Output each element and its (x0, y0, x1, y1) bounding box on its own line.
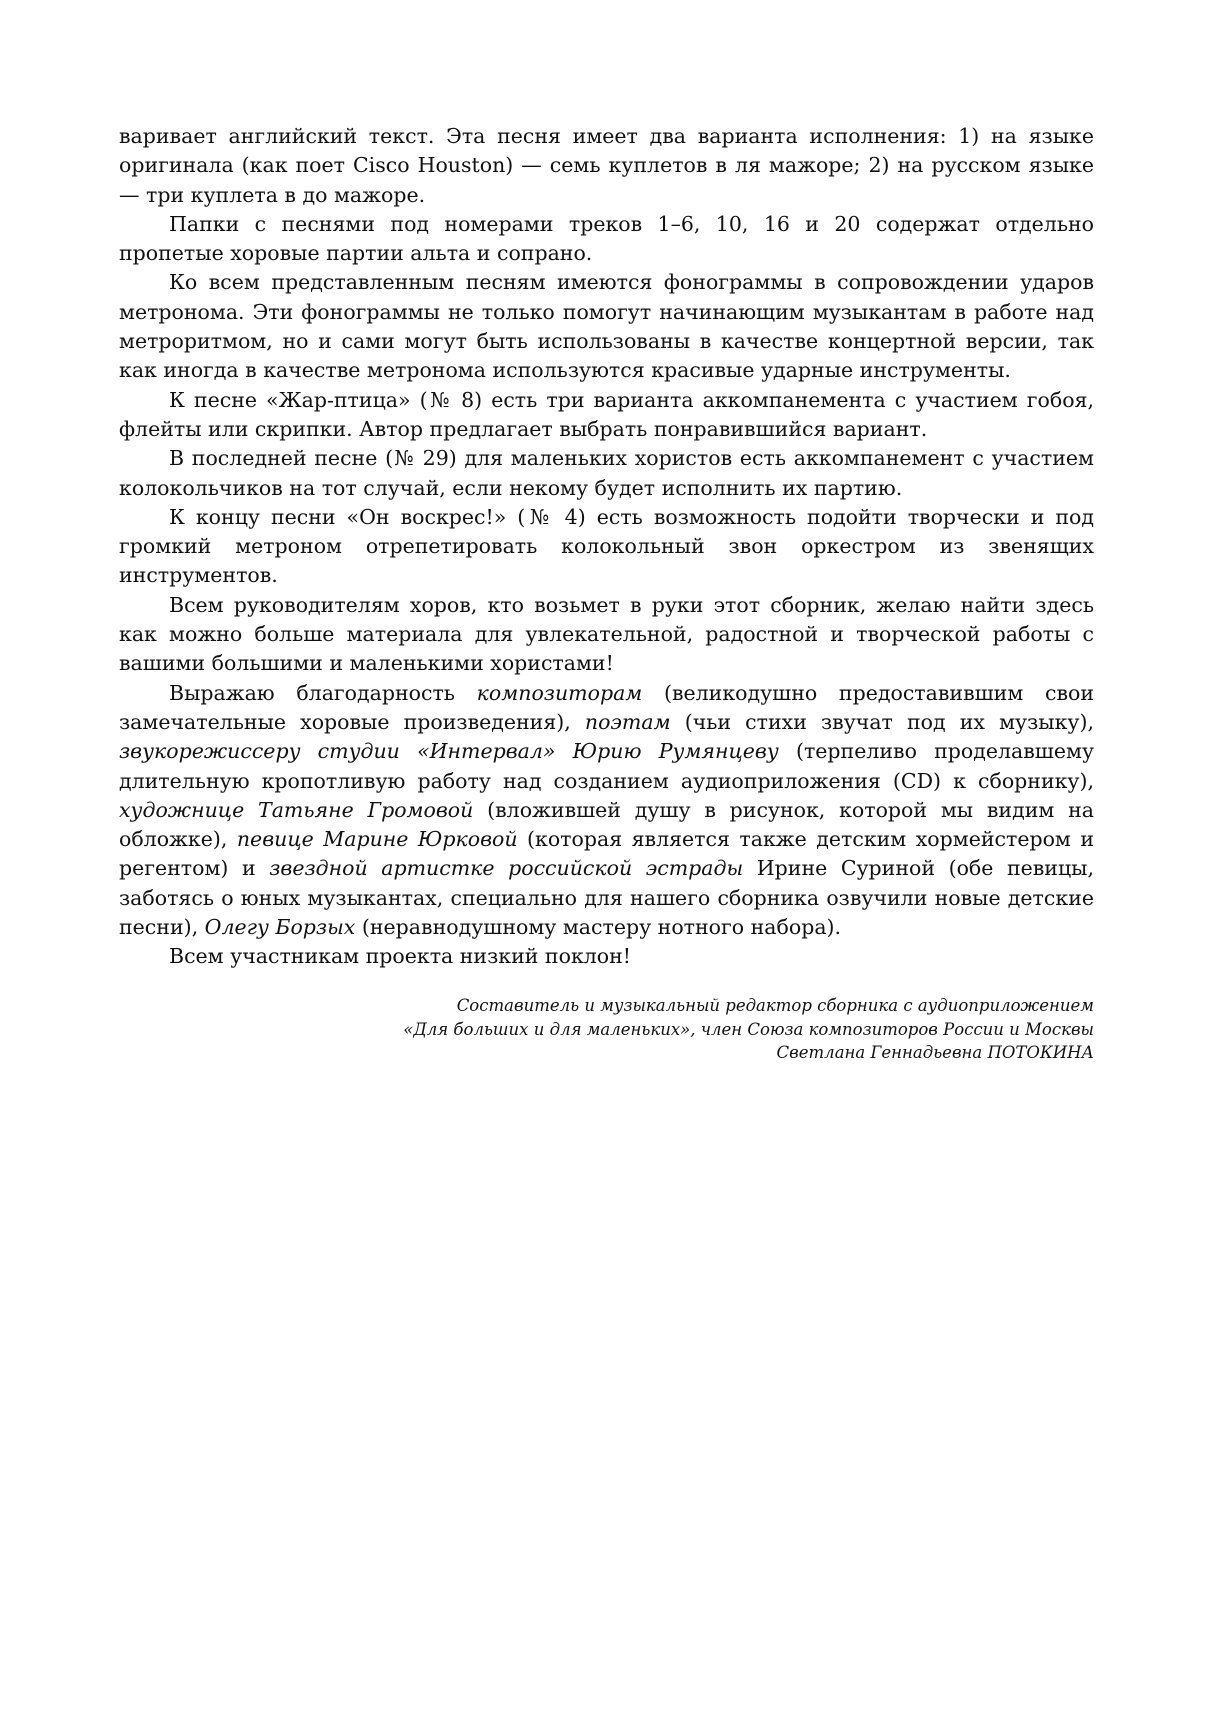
paragraph-choir-parts: Папки с песнями под номерами треков 1–6, 10, 16 и 20 содержат отдельно пропетые хоровые партии альта и сопрано. (119, 211, 1094, 266)
ack-emphasis: звукорежиссеру студии «Интервал» Юрию Румянцеву (119, 739, 779, 764)
paragraph-bow: Всем участникам проекта низкий поклон! (169, 944, 632, 969)
ack-text: (великодушно предоставившим свои замечательные хоровые произведения), (119, 680, 1094, 734)
paragraph-language-variants: варивает английский текст. Эта песня имеет два варианта исполнения: 1) на языке оригинала (как поет Cisco Houston) — семь куплетов в ля мажоре; 2) на русском языке — три куплета в до мажоре. (119, 124, 1094, 207)
signature-role: Составитель и музыкальный редактор сборника с аудиоприложением (456, 996, 1094, 1015)
ack-emphasis: композиторам (476, 680, 643, 705)
ack-emphasis: художнице Татьяне Громовой (119, 797, 474, 822)
ack-text: (неравнодушному мастеру нотного набора). (355, 915, 842, 940)
paragraph-acknowledgements (119, 679, 1094, 943)
ack-text: (терпеливо проделавшему длительную кропотливую работу над созданием аудиоприложения (CD) к сборнику), (119, 739, 1095, 793)
signature-block (300, 994, 1094, 1065)
ack-emphasis: звездной артистке российской эстрады (269, 856, 744, 881)
ack-text: Ирине Суриной (обе певицы, заботясь о юных музыкантах, специально для нашего сборника озвучили новые детские песни), (119, 856, 1094, 940)
paragraph-firebird: К песне «Жар-птица» (№ 8) есть три варианта аккомпанемента с участием гобоя, флейты или скрипки. Автор предлагает выбрать понравившийся вариант. (119, 387, 1094, 441)
ack-text: (чьи стихи звучат под их музыку), (670, 709, 1094, 734)
paragraph-he-is-risen: К концу песни «Он воскрес!» (№ 4) есть возможность подойти творчески и под громкий метроном отрепетировать колокольный звон оркестром из звенящих инструментов. (119, 504, 1094, 588)
paragraph-last-song: В последней песне (№ 29) для маленьких хористов есть аккомпанемент с участием колокольчиков на тот случай, если некому будет исполнить их партию. (119, 446, 1094, 500)
ack-emphasis: певице Марине Юрковой (236, 827, 518, 852)
ack-text: (которая является также детским хормейстером и регентом) и (119, 827, 1095, 881)
signature-author-name: Светлана Геннадьевна ПОТОКИНА (776, 1043, 1094, 1062)
ack-text: Выражаю благодарность (169, 680, 477, 705)
ack-text: (вложившей душу в рисунок, которой мы видим на обложке), (119, 797, 1094, 852)
paragraph-metronome: Ко всем представленным песням имеются фонограммы в сопровождении ударов метронома. Эти фонограммы не только помогут начинающим музыкантам в работе над метроритмом, но и сами могут быть использованы в качестве концертной версии, так как иногда в качестве метронома используются красивые ударные инструменты. (119, 270, 1094, 383)
ack-emphasis: Олегу Борзых (204, 915, 356, 940)
paragraph-wishes: Всем руководителям хоров, кто возьмет в руки этот сборник, желаю найти здесь как можно больше материала для увлекательной, радостной и творческой работы с вашими большими и маленькими хористами! (119, 592, 1094, 676)
document-body (119, 122, 1094, 972)
signature-affiliation: «Для больших и для маленьких», член Союза композиторов России и Москвы (403, 1019, 1094, 1039)
ack-emphasis: поэтам (584, 709, 671, 734)
